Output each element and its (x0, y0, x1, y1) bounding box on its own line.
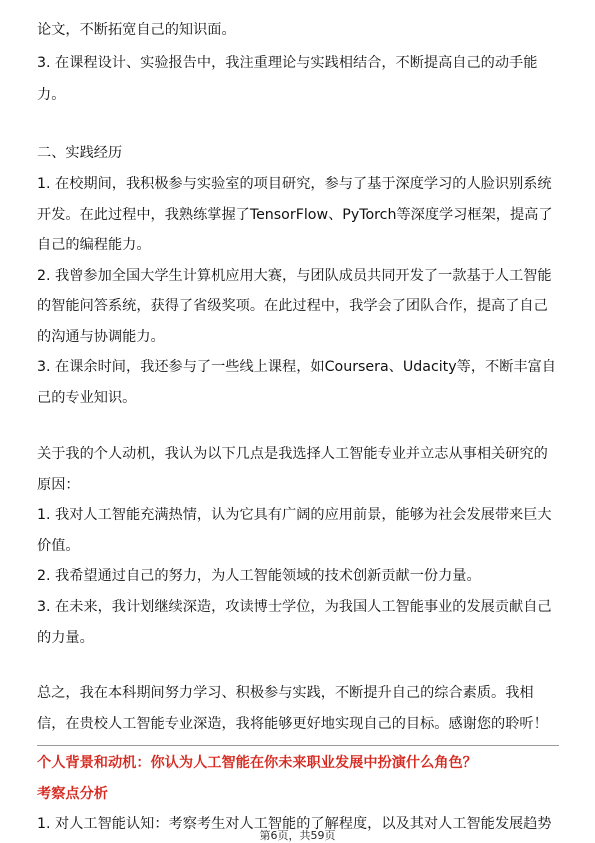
analysis-line: 1. 对人工智能认知：考察考生对人工智能的了解程度，以及其对人工智能发展趋势 (37, 816, 552, 832)
question-heading: 个人背景和动机：你认为人工智能在你未来职业发展中扮演什么角色？ (37, 755, 477, 771)
body-line: 信，在贵校人工智能专业深造，我将能够更好地实现自己的目标。感谢您的聆听！ (37, 716, 548, 732)
body-line: 1. 在校期间，我积极参与实验室的项目研究，参与了基于深度学习的人脸识别系统 (37, 176, 552, 192)
divider (37, 745, 559, 746)
body-line: 力。 (37, 87, 66, 103)
body-line: 关于我的个人动机，我认为以下几点是我选择人工智能专业并立志从事相关研究的 (37, 446, 548, 462)
body-line: 的沟通与协调能力。 (37, 329, 165, 345)
body-line: 开发。在此过程中，我熟练掌握了TensorFlow、PyTorch等深度学习框架，提高了 (37, 207, 553, 223)
body-line: 2. 我曾参加全国大学生计算机应用大赛，与团队成员共同开发了一款基于人工智能 (37, 268, 552, 284)
section-heading: 二、实践经历 (37, 145, 123, 161)
page-footer: 第6页，共59页 (259, 829, 336, 842)
body-line: 3. 在课余时间，我还参与了一些线上课程，如Coursera、Udacity等，不断丰富自 (37, 359, 556, 375)
body-line: 的力量。 (37, 630, 94, 646)
body-line: 1. 我对人工智能充满热情，认为它具有广阔的应用前景，能够为社会发展带来巨大 (37, 507, 552, 523)
body-line: 己的专业知识。 (37, 390, 137, 406)
body-line: 2. 我希望通过自己的努力，为人工智能领域的技术创新贡献一份力量。 (37, 568, 481, 584)
body-line: 原因： (37, 477, 80, 493)
body-line: 3. 在未来，我计划继续深造，攻读博士学位，为我国人工智能事业的发展贡献自己 (37, 599, 552, 615)
body-line: 的智能问答系统，获得了省级奖项。在此过程中，我学会了团队合作，提高了自己 (37, 298, 548, 314)
body-line: 总之，我在本科期间努力学习、积极参与实践，不断提升自己的综合素质。我相 (37, 685, 534, 701)
analysis-heading: 考察点分析 (37, 786, 108, 802)
body-line: 论文，不断拓宽自己的知识面。 (37, 22, 236, 38)
body-line: 价值。 (37, 538, 80, 554)
body-line: 自己的编程能力。 (37, 237, 151, 253)
body-line: 3. 在课程设计、实验报告中，我注重理论与实践相结合，不断提高自己的动手能 (37, 55, 538, 71)
